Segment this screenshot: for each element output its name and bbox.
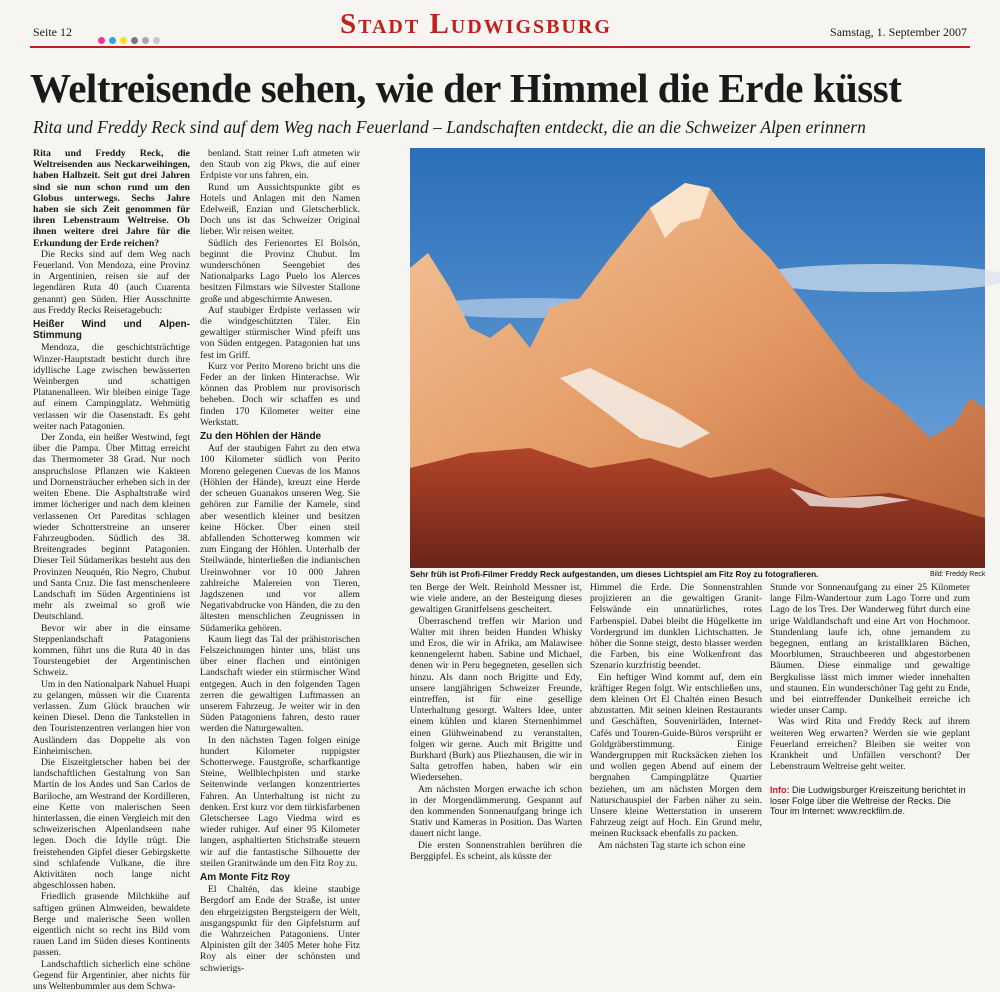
mountain-image (410, 148, 985, 568)
color-dot (153, 37, 160, 44)
photo-caption: Sehr früh ist Profi-Filmer Freddy Reck aufgestanden, um dieses Lichtspiel am Fitz Roy zu fotografieren. (410, 569, 819, 579)
paragraph: Himmel die Erde. Die Sonnenstrahlen projizieren an die gewaltigen Granit-Felswände ein unnatürliches, rotes Farbenspiel. Dabei bleibt die Hügelkette im Vordergrund im dunklen Lichtschatten. Je höher die Sonne steigt, desto blasser werden die Farben, bis eine Wolkenfront das Szenario kurzfristig beendet. (590, 582, 762, 672)
paragraph: Die ersten Sonnenstrahlen berühren die Berggipfel. Es scheint, als küsste der (410, 839, 582, 862)
color-dot (109, 37, 116, 44)
section-heading: Am Monte Fitz Roy (200, 872, 290, 883)
paragraph: Friedlich grasende Milchkühe auf saftigen grünen Almweiden, bewaldete Berge und malerische Seen wollen eigentlich nicht so recht ins Bild vom rauen Land im Süden dieses Kontinents passen. (33, 891, 190, 959)
text-column-4 (590, 582, 762, 851)
paragraph: Auf der staubigen Fahrt zu den etwa 100 Kilometer südlich von Perito Moreno gelegenen Cuevas de los Manos (Höhlen der Hände), kreuzt eine Herde der scheuen Guanakos unseren Weg. Sie gehören zur Familie der Kamele, sind aber wesentlich kleiner und besitzen keine Höcker. Über einen steil abfallenden Schotterweg kommen wir zum Eingang der Höhlen. Unterhalb der Steilwände, hinterließen die indianischen Ureinwohner vor 10 000 Jahren zahlreiche Malereien von Tieren, Jagdszenen und vor allem Negativabdrucke von Händen, die zu den ältesten menschlichen Zeugnissen in Südamerika gehören. (200, 443, 360, 634)
paragraph: Der Zonda, ein heißer Westwind, fegt über die Pampa. Über Mittag erreicht das Thermometer 38 Grad. Nur noch anspruchslose Pflanzen wie Kakteen und Dornensträucher erheben sich in der weiten Ebene. Die Asphaltstraße wird immer löcheriger und nach dem kleinen verlassenen Ort Pareditas schlagen wieder Schotterstreine an unserer Fahrzeugboden. Südlich des 38. Breitengrades beginnt Patagonien. Dieser Teil Südamerikas besteht aus den Provinzen Neuquén, Río Negro, Chubut und Santa Cruz. Die fast menschenleere Landschaft im Süden Argentiniens ist mehr als zweimal so groß wie Deutschland. (33, 432, 190, 623)
paragraph: Um in den Nationalpark Nahuel Huapi zu gelangen, müssen wir die Cuarenta verlassen. Zum Glück brauchen wir keinen Diesel. Denn die Tankstellen in den Touristenzentren verlangen hier von Ausländern das Doppelte als von Einheimischen. (33, 678, 190, 757)
text-column-5 (770, 582, 970, 782)
paragraph: In den nächsten Tagen folgen einige hundert Kilometer ruppigster Schotterwege. Faustgroße, scharfkantige Steine, Wellblechpisten und starke Seitenwinde verlangen konzentriertes Fahren. An Unterhaltung ist nicht zu denken. Erst kurz vor dem türkisfarbenen Gletschersee Lago Viedma wird es wieder ruhiger. Auf einer 95 Kilometer langen, asphaltierten Stichstraße steuern wir auf die fantastische Silhouette der steilen Granitwände um den Fitz Roy zu. (200, 734, 360, 869)
masthead: Stadt Ludwigsburg (340, 8, 612, 40)
color-dot (142, 37, 149, 44)
paragraph: Mendoza, die geschichtsträchtige Winzer-Hauptstadt besticht durch ihre idyllische Lage zwischen bewässerten Weinbergen und schattigen Platanenalleen. Wir bleiben einige Tage auf einem Campingplatz. Wehmütig verlassen wir die Oasenstadt. Es geht weiter nach Patagonien. (33, 342, 190, 432)
section-heading: Heißer Wind und Alpen-Stimmung (33, 319, 190, 342)
issue-date: Samstag, 1. September 2007 (830, 25, 967, 39)
color-dot (120, 37, 127, 44)
page-number: Seite 12 (33, 25, 72, 39)
paragraph: Landschaftlich sicherlich eine schöne Gegend für Argentinier, aber nichts für uns Weltenbummler aus dem Schwa- (33, 958, 190, 992)
text-column-3 (410, 582, 582, 862)
paragraph: Bevor wir aber in die einsame Steppenlandschaft Patagoniens kommen, führt uns die Ruta 40 in das Tourstengebiet der Argentinischen Schweiz. (33, 622, 190, 679)
paragraph: Ein heftiger Wind kommt auf, dem ein kräftiger Regen folgt. Wir entschließen uns, dem kleinen Ort El Chaltén einen Besuch abzustatten. Mit seinen kleinen Restaurants und Geschäften, Souvenirläden, Internet-Cafés und Touren-Guide-Büros versprüht er Goldgräberstimmung. Einige Wandergruppen mit Rucksäcken ziehen los und wollen gegen Abend auf einem der bergnahen Campingplätze Quartier beziehen, um am nächsten Morgen dem Naturschauspiel der Farben näher zu sein. Unsere kleine Wetterstation in unserem Fahrzeug zeigt auf Hoch. Ein Grund mehr, meinen Rucksack ebenfalls zu packen. (590, 671, 762, 840)
text-column-2 (200, 148, 360, 974)
info-box (770, 785, 970, 817)
paragraph: Die Recks sind auf dem Weg nach Feuerland. Von Mendoza, eine Provinz in Argentinien, reisen sie auf der legendären Ruta 40 (auch Cuarenta genannt) gen Süden. Hier Ausschnitte aus Freddy Recks Reisetagebuch: (33, 248, 190, 316)
info-text: Die Ludwigsburger Kreiszeitung berichtet in loser Folge über die Weltreise der Recks. Die Tour im Internet: www.reckfilm.de. (770, 785, 966, 817)
header-rule (30, 46, 970, 48)
fitz-roy-photo (410, 148, 985, 568)
paragraph: Stunde vor Sonnenaufgang zu einer 25 Kilometer lange Film-Wandertour zum Lago Torre und zum Lago de los Tres. Der Wanderweg führt durch eine urige Waldlandschaft und eine Art von Hochmoor. Stundenlang laufe ich, ohne jemandem zu begegnen, entlang an kristallklaren Bächen, Moorblumen, Strauchbeeren und abgestorbenen Bäumen. Diese einmalige und gewaltige Bergkulisse lässt mich immer wieder innehalten und staunen. Ein wunderschöner Tag geht zu Ende, und bei eintreffender Dunkelheit erreiche ich wieder unser Camp. (770, 582, 970, 717)
paragraph: benland. Statt reiner Luft atmeten wir den Staub von zig Pkws, die auf einer Erdpiste vor uns fahren, ein. (200, 148, 360, 182)
paragraph: El Chaltén, das kleine staubige Bergdorf am Ende der Straße, ist unter den ehrgeizigsten Bergsteigern der Welt, ausgangspunkt für den Gipfelsturm auf die Wahrzeichen Patagoniens. Unter Alpinisten gilt der 3405 Meter hohe Fitz Roy als einer der schönsten und schwierigs- (200, 884, 360, 974)
info-label: Info: (770, 785, 790, 795)
lead-paragraph: Rita und Freddy Reck, die Weltreisenden aus Neckarweihingen, haben Halbzeit. Seit gut drei Jahren sind sie nun schon rund um den Globus unterwegs. Sechs Jahre haben sie sich Zeit genommen für ihren Lebenstraum Weltreise. Ob ihnen weitere drei Jahre für die Erkundung der Erde reichen? (33, 148, 190, 249)
paragraph: Überraschend treffen wir Marion und Walter mit ihren beiden Hunden Whisky und Eros, die wir in Afrika, am Malawisee kennengelernt haben. Sabine und Michael, denen wir in Peru begegneten, gesellen sich hinzu. Als dann noch Brigitte und Edy, unsere langjährigen Schweizer Freunde, eintreffen, ist für eine gesellige Unterhaltung gesorgt. Walters Idee, unter einem kühlen und klaren Sternenhimmel einen Glühweinabend zu veranstalten, folgen wir gerne. Auch mit Brigitte und Burkhard (Burk) aus Pliezhausen, die wir in Salta getroffen haben, haben wir ein Wiedersehen. (410, 615, 582, 784)
page-header (0, 0, 1000, 58)
paragraph: Rund um Aussichtspunkte gibt es Hotels und Anlagen mit den Namen Edelweiß, Enzian und Gletscherblick. Doch uns ist das Schweizer Original lieber. Wir reisen weiter. (200, 181, 360, 238)
text-column-1 (33, 148, 190, 992)
section-heading: Zu den Höhlen der Hände (200, 431, 322, 443)
paragraph: Was wird Rita und Freddy Reck auf ihrem weiteren Weg erwarten? Werden sie wie geplant Feuerland erreichen? Bleiben sie weiter von Krankheit und Unfällen verschont? Der Lebenstraum Weltreise geht weiter. (770, 716, 970, 773)
color-dot (131, 37, 138, 44)
paragraph: Kaum liegt das Tal der prähistorischen Felszeichnungen hinter uns, bläst uns über einer flachen und eintönigen Landschaft wieder ein stürmischer Wind entgegen. Auch in den folgenden Tagen zerren die gewaltigen Luftmassen an unserem Fahrzeug. Je weiter wir in den Süden Patagoniens fahren, desto rauer werden die Naturgewalten. (200, 633, 360, 735)
photo-credit: Bild: Freddy Reck (930, 571, 986, 578)
color-dot (98, 37, 105, 44)
paragraph: Südlich des Ferienortes El Bolsón, beginnt die Provinz Chubut. Im wunderschönen Seengebiet des Nationalparks Lago Puelo los Alerces besitzen Filmstars wie Silvester Stallone große und abgeschirmte Anwesen. (200, 237, 360, 305)
paragraph: ten Berge der Welt. Reinhold Messner ist, wie viele andere, an der Besteigung dieses gewaltigen Granitfelsens gescheitert. (410, 582, 582, 616)
paragraph: Kurz vor Perito Moreno bricht uns die Feder an der linken Hinterachse. Wir können das Problem nur provisorisch beheben. Doch wir schaffen es und finden 170 Kilometer weiter eine Werkstatt. (200, 360, 360, 428)
headline: Weltreisende sehen, wie der Himmel die Erde küsst (30, 65, 902, 111)
paragraph: Auf staubiger Erdpiste verlassen wir die windgeschützten Täler. Ein gewaltiger stürmischer Wind pfeift uns von Süden entgegen. Patagonien hat uns fest im Griff. (200, 304, 360, 361)
paragraph: Am nächsten Morgen erwache ich schon in der Morgendämmerung. Gespannt auf den kommenden Sonnenaufgang bringe ich Stativ und Kameras in Position. Das Warten dauert nicht lange. (410, 783, 582, 840)
paragraph: Am nächsten Tag starte ich schon eine (598, 839, 746, 851)
subheadline: Rita und Freddy Reck sind auf dem Weg nach Feuerland – Landschaften entdeckt, die an die Schweizer Alpen erinnern (33, 117, 866, 137)
paragraph: Die Eiszeitgletscher haben bei der landschaftlichen Gestaltung von San Martín de los Andes und San Carlos de Bariloche, am Westrand der Kordilleren, eine Kette von malerischen Seen hinterlassen, die einen Vergleich mit den schweizerischen Alpenlandseen nahe legen. Doch die Idylle trügt. Die freistehenden Gipfel dieser Gebirgskette sind schlafende Vulkane, die ihre Aktivitäten noch lange nicht abgeschlossen haben. (33, 756, 190, 892)
